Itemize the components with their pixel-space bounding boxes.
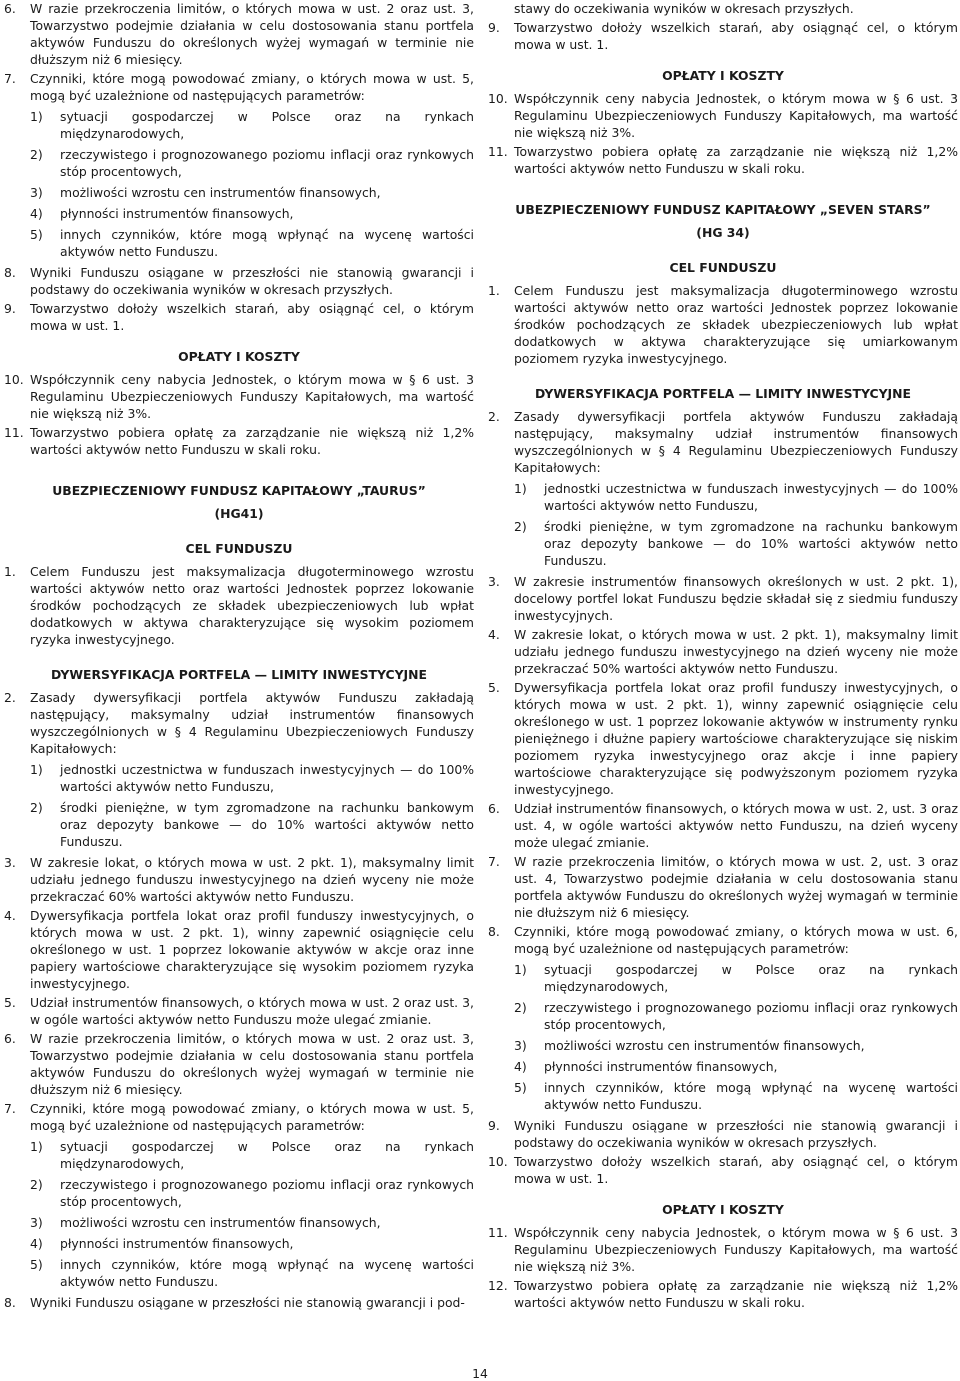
item-number: 1) — [514, 481, 527, 496]
item-text: rzeczywistego i prognozowanego poziomu inflacji oraz rynkowych stóp procentowych, — [60, 1177, 474, 1209]
numbered-paragraph — [488, 1117, 958, 1151]
sub-list-item — [514, 1037, 958, 1054]
item-number: 2. — [488, 409, 500, 424]
sub-list-item — [30, 108, 474, 142]
numbered-paragraph — [488, 923, 958, 957]
item-text: Współczynnik ceny nabycia Jednostek, o którym mowa w § 6 ust. 3 Regulaminu Ubezpieczeniowych Funduszy Kapitałowych, ma wartość nie większą niż 3%. — [514, 1225, 958, 1274]
item-number: 3) — [30, 1215, 43, 1230]
item-text: innych czynników, które mogą wpłynąć na wycenę wartości aktywów netto Funduszu. — [544, 1080, 958, 1112]
item-number: 1) — [30, 1139, 43, 1154]
sub-list-item — [514, 961, 958, 995]
item-number: 8. — [4, 265, 16, 280]
item-text: Towarzystwo pobiera opłatę za zarządzanie nie większą niż 1,2% wartości aktywów netto Funduszu w skali roku. — [30, 425, 474, 457]
numbered-paragraph — [4, 563, 474, 648]
item-text: W razie przekroczenia limitów, o których mowa w ust. 2, ust. 3 oraz ust. 4, Towarzystwo podejmie działania w celu dostosowania stanu portfela aktywów Funduszu do określonych wyżej wymagań w terminie nie dłuższym niż 6 miesięcy. — [514, 854, 958, 920]
item-text: Udział instrumentów finansowych, o których mowa w ust. 2 oraz ust. 3, w ogóle wartości aktywów netto Funduszu może ulegać zmianie. — [30, 995, 474, 1027]
item-text: W zakresie lokat, o których mowa w ust. 2 pkt. 1), maksymalny limit udziału jednego funduszu inwestycyjnego na dzień wyceny nie może przekraczać 50% wartości aktywów netto Funduszu. — [514, 627, 958, 676]
item-number: 4. — [4, 908, 16, 923]
item-text: W zakresie lokat, o których mowa w ust. 2 pkt. 1), maksymalny limit udziału jednego funduszu inwestycyjnego na dzień wyceny nie może przekraczać 60% wartości aktywów netto Funduszu. — [30, 855, 474, 904]
item-text: Czynniki, które mogą powodować zmiany, o których mowa w ust. 6, mogą być uzależnione od następujących parametrów: — [514, 924, 958, 956]
section-heading: OPŁATY I KOSZTY — [178, 349, 300, 364]
section-heading: DYWERSYFIKACJA PORTFELA — LIMITY INWESTYCYJNE — [51, 667, 427, 682]
item-text: Wyniki Funduszu osiągane w przeszłości nie stanowią gwarancji i pod- — [30, 1295, 465, 1310]
section-heading: OPŁATY I KOSZTY — [662, 68, 784, 83]
item-text: Czynniki, które mogą powodować zmiany, o których mowa w ust. 5, mogą być uzależnione od następujących parametrów: — [30, 71, 474, 103]
item-text: sytuacji gospodarczej w Polsce oraz na rynkach międzynarodowych, — [544, 962, 958, 994]
item-text: Towarzystwo dołoży wszelkich starań, aby osiągnąć cel, o którym mowa w ust. 1. — [514, 20, 958, 52]
numbered-paragraph — [488, 282, 958, 367]
sub-list-item — [514, 518, 958, 569]
numbered-paragraph — [4, 0, 474, 68]
sub-list-item — [30, 205, 474, 222]
item-text: W razie przekroczenia limitów, o których mowa w ust. 2 oraz ust. 3, Towarzystwo podejmie działania w celu dostosowania stanu portfela aktywów Funduszu do określonych wyżej wymagań w terminie nie dłuższym niż 6 miesięcy. — [30, 1, 474, 67]
item-number: 10. — [4, 372, 24, 387]
item-number: 5. — [488, 680, 500, 695]
item-number: 3) — [30, 185, 43, 200]
item-text: środki pieniężne, w tym zgromadzone na rachunku bankowym oraz depozyty bankowe — do 10% wartości aktywów netto Funduszu. — [544, 519, 958, 568]
numbered-paragraph — [488, 90, 958, 141]
numbered-paragraph — [488, 853, 958, 921]
item-number: 2. — [4, 690, 16, 705]
item-text: Celem Funduszu jest maksymalizacja długoterminowego wzrostu wartości aktywów netto oraz wartości Jednostek poprzez lokowanie środków pochodzących ze składek ubezpieczeniowych lub wpłat dodatkowych w aktywa charakteryzujące się wysokim poziomem ryzyka inwestycyjnego. — [30, 564, 474, 647]
numbered-paragraph — [488, 800, 958, 851]
item-text: stawy do oczekiwania wyników w okresach przyszłych. — [514, 1, 854, 16]
numbered-paragraph — [4, 854, 474, 905]
sub-list-item — [30, 761, 474, 795]
sub-list-item — [30, 1176, 474, 1210]
item-number: 7. — [4, 71, 16, 86]
item-text: Wyniki Funduszu osiągane w przeszłości nie stanowią gwarancji i podstawy do oczekiwania wyników w okresach przyszłych. — [30, 265, 474, 297]
item-number: 2) — [514, 519, 527, 534]
item-text: rzeczywistego i prognozowanego poziomu inflacji oraz rynkowych stóp procentowych, — [544, 1000, 958, 1032]
item-number: 5) — [30, 227, 43, 242]
sub-list-item — [30, 1256, 474, 1290]
numbered-paragraph — [4, 300, 474, 334]
numbered-paragraph — [488, 143, 958, 177]
item-text: Czynniki, które mogą powodować zmiany, o których mowa w ust. 5, mogą być uzależnione od następujących parametrów: — [30, 1101, 474, 1133]
item-number: 5. — [4, 995, 16, 1010]
item-number: 3. — [488, 574, 500, 589]
item-text: rzeczywistego i prognozowanego poziomu inflacji oraz rynkowych stóp procentowych, — [60, 147, 474, 179]
item-number: 4) — [30, 206, 43, 221]
item-number: 10. — [488, 1154, 508, 1169]
numbered-paragraph — [4, 1100, 474, 1134]
numbered-paragraph — [488, 408, 958, 476]
section-heading: UBEZPIECZENIOWY FUNDUSZ KAPITAŁOWY „SEVEN STARS” — [515, 202, 931, 217]
numbered-paragraph — [4, 994, 474, 1028]
numbered-paragraph — [488, 573, 958, 624]
item-number: 7. — [488, 854, 500, 869]
numbered-paragraph — [4, 70, 474, 104]
item-number: 3) — [514, 1038, 527, 1053]
item-text: Towarzystwo pobiera opłatę za zarządzanie nie większą niż 1,2% wartości aktywów netto Funduszu w skali roku. — [514, 144, 958, 176]
sub-list-item — [514, 480, 958, 514]
item-text: jednostki uczestnictwa w funduszach inwestycyjnych — do 100% wartości aktywów netto Funduszu, — [544, 481, 958, 513]
item-text: sytuacji gospodarczej w Polsce oraz na rynkach międzynarodowych, — [60, 1139, 474, 1171]
item-text: Dywersyfikacja portfela lokat oraz profil funduszy inwestycyjnych, o których mowa w ust. 2 pkt. 1), winny zapewnić osiągnięcie celu określonego w ust. 1 poprzez lokowanie aktywów w instrumenty rynku pieniężnego i dłużne papiery wartościowe charakteryzujące się niskim poziomem ryzyka inwestycyjnego oraz akcje i inne papiery wartościowe charakteryzujące się podwyższonym poziomem ryzyka inwestycyjnego. — [514, 680, 958, 797]
section-heading: CEL FUNDUSZU — [185, 541, 293, 556]
item-number: 1) — [30, 109, 43, 124]
left-column — [4, 0, 474, 1313]
sub-list-item — [514, 1079, 958, 1113]
item-number: 6. — [4, 1, 16, 16]
item-number: 1) — [30, 762, 43, 777]
item-number: 9. — [488, 1118, 500, 1133]
item-number: 2) — [30, 147, 43, 162]
item-text: Towarzystwo pobiera opłatę za zarządzanie nie większą niż 1,2% wartości aktywów netto Funduszu w skali roku. — [514, 1278, 958, 1310]
item-text: W zakresie instrumentów finansowych określonych w ust. 2 pkt. 1), docelowy portfel lokat Funduszu będzie składał się z siedmiu funduszy inwestycyjnych. — [514, 574, 958, 623]
item-number: 1) — [514, 962, 527, 977]
numbered-paragraph — [4, 264, 474, 298]
item-number: 5) — [514, 1080, 527, 1095]
sub-list-item — [30, 799, 474, 850]
numbered-paragraph — [488, 0, 958, 17]
item-text: Towarzystwo dołoży wszelkich starań, aby osiągnąć cel, o którym mowa w ust. 1. — [30, 301, 474, 333]
sub-list-item — [30, 184, 474, 201]
item-number: 8. — [488, 924, 500, 939]
item-number: 2) — [30, 1177, 43, 1192]
sub-list-item — [30, 1235, 474, 1252]
section-heading: (HG41) — [214, 506, 264, 521]
item-number: 1. — [488, 283, 500, 298]
item-text: możliwości wzrostu cen instrumentów finansowych, — [60, 185, 381, 200]
numbered-paragraph — [488, 19, 958, 53]
item-number: 6. — [488, 801, 500, 816]
item-text: jednostki uczestnictwa w funduszach inwestycyjnych — do 100% wartości aktywów netto Funduszu, — [60, 762, 474, 794]
section-heading: CEL FUNDUSZU — [669, 260, 777, 275]
item-number: 6. — [4, 1031, 16, 1046]
item-text: Współczynnik ceny nabycia Jednostek, o którym mowa w § 6 ust. 3 Regulaminu Ubezpieczeniowych Funduszy Kapitałowych, ma wartość nie większą niż 3%. — [30, 372, 474, 421]
numbered-paragraph — [4, 1294, 474, 1311]
sub-list-item — [30, 146, 474, 180]
item-number: 8. — [4, 1295, 16, 1310]
section-heading: DYWERSYFIKACJA PORTFELA — LIMITY INWESTYCYJNE — [535, 386, 911, 401]
numbered-paragraph — [488, 1277, 958, 1311]
item-text: Zasady dywersyfikacji portfela aktywów Funduszu zakładają następujący, maksymalny udział instrumentów finansowych wyszczególnionych w § 4 Regulaminu Ubezpieczeniowych Funduszy Kapitałowych: — [514, 409, 958, 475]
item-number: 11. — [488, 144, 508, 159]
section-heading: OPŁATY I KOSZTY — [662, 1202, 784, 1217]
item-number: 5) — [30, 1257, 43, 1272]
item-text: sytuacji gospodarczej w Polsce oraz na rynkach międzynarodowych, — [60, 109, 474, 141]
item-text: Wyniki Funduszu osiągane w przeszłości nie stanowią gwarancji i podstawy do oczekiwania wyników w okresach przyszłych. — [514, 1118, 958, 1150]
sub-list-item — [514, 999, 958, 1033]
item-text: możliwości wzrostu cen instrumentów finansowych, — [60, 1215, 381, 1230]
item-number: 2) — [30, 800, 43, 815]
item-text: Towarzystwo dołoży wszelkich starań, aby osiągnąć cel, o którym mowa w ust. 1. — [514, 1154, 958, 1186]
numbered-paragraph — [4, 907, 474, 992]
item-text: Udział instrumentów finansowych, o których mowa w ust. 2, ust. 3 oraz ust. 4, w ogóle wartości aktywów netto Funduszu, na dzień wyceny może ulegać zmianie. — [514, 801, 958, 850]
item-number: 2) — [514, 1000, 527, 1015]
item-text: Dywersyfikacja portfela lokat oraz profil funduszy inwestycyjnych, o których mowa w ust. 2 pkt. 1), winny zapewnić osiągnięcie celu określonego w ust. 1 poprzez lokowanie aktywów w akcje oraz inne papiery wartościowe charakteryzujące się wysokim poziomem ryzyka inwestycyjnego. — [30, 908, 474, 991]
numbered-paragraph — [4, 1030, 474, 1098]
item-text: W razie przekroczenia limitów, o których mowa w ust. 2 oraz ust. 3, Towarzystwo podejmie działania w celu dostosowania stanu portfela aktywów Funduszu do określonych wyżej wymagań w terminie nie dłuższym niż 6 miesięcy. — [30, 1031, 474, 1097]
numbered-paragraph — [4, 689, 474, 757]
numbered-paragraph — [488, 626, 958, 677]
item-text: Celem Funduszu jest maksymalizacja długoterminowego wzrostu wartości aktywów netto oraz wartości Jednostek poprzez lokowanie środków pochodzących ze składek ubezpieczeniowych lub wpłat dodatkowych w aktywa charakteryzujące się umiarkowanym poziomem ryzyka inwestycyjnego. — [514, 283, 958, 366]
item-number: 12. — [488, 1278, 508, 1293]
sub-list-item — [30, 226, 474, 260]
item-number: 11. — [488, 1225, 508, 1240]
numbered-paragraph — [488, 679, 958, 798]
item-number: 4) — [30, 1236, 43, 1251]
item-number: 9. — [488, 20, 500, 35]
section-heading: UBEZPIECZENIOWY FUNDUSZ KAPITAŁOWY „TAURUS” — [52, 483, 426, 498]
item-text: innych czynników, które mogą wpłynąć na wycenę wartości aktywów netto Funduszu. — [60, 1257, 474, 1289]
section-heading: (HG 34) — [696, 225, 750, 240]
item-number: 9. — [4, 301, 16, 316]
item-text: Zasady dywersyfikacji portfela aktywów Funduszu zakładają następujący, maksymalny udział instrumentów finansowych wyszczególnionych w § 4 Regulaminu Ubezpieczeniowych Funduszy Kapitałowych: — [30, 690, 474, 756]
item-text: płynności instrumentów finansowych, — [60, 1236, 294, 1251]
item-text: możliwości wzrostu cen instrumentów finansowych, — [544, 1038, 865, 1053]
item-number: 3. — [4, 855, 16, 870]
numbered-paragraph — [488, 1153, 958, 1187]
item-text: płynności instrumentów finansowych, — [544, 1059, 778, 1074]
sub-list-item — [30, 1138, 474, 1172]
sub-list-item — [30, 1214, 474, 1231]
item-text: innych czynników, które mogą wpłynąć na wycenę wartości aktywów netto Funduszu. — [60, 227, 474, 259]
page-number: 14 — [472, 1366, 488, 1381]
numbered-paragraph — [4, 371, 474, 422]
item-number: 4) — [514, 1059, 527, 1074]
item-number: 1. — [4, 564, 16, 579]
numbered-paragraph — [488, 1224, 958, 1275]
item-number: 10. — [488, 91, 508, 106]
item-text: płynności instrumentów finansowych, — [60, 206, 294, 221]
item-text: Współczynnik ceny nabycia Jednostek, o którym mowa w § 6 ust. 3 Regulaminu Ubezpieczeniowych Funduszy Kapitałowych, ma wartość nie większą niż 3%. — [514, 91, 958, 140]
item-text: środki pieniężne, w tym zgromadzone na rachunku bankowym oraz depozyty bankowe — do 10% wartości aktywów netto Funduszu. — [60, 800, 474, 849]
item-number: 11. — [4, 425, 24, 440]
item-number: 7. — [4, 1101, 16, 1116]
numbered-paragraph — [4, 424, 474, 458]
item-number: 4. — [488, 627, 500, 642]
right-column — [488, 0, 958, 1313]
sub-list-item — [514, 1058, 958, 1075]
